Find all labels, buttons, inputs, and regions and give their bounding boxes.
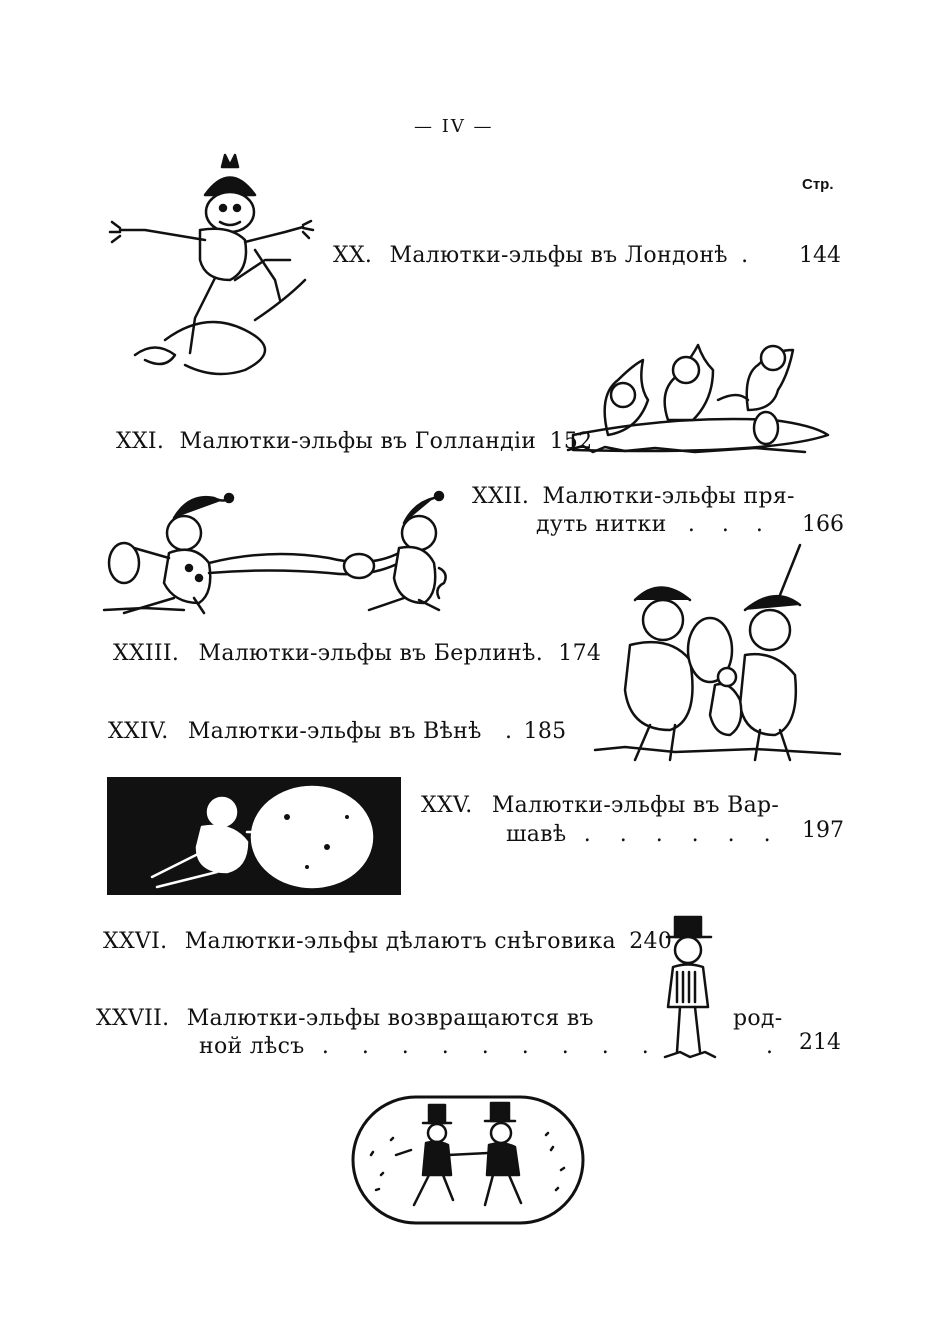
toc-entry-xxvii-continued xyxy=(199,1034,662,1060)
toc-numeral: XXIII. xyxy=(113,641,180,666)
toc-page-xxv: 197 xyxy=(802,818,844,843)
page-column-label: Стр. xyxy=(802,176,834,193)
toc-leader: . . . . . . . . . xyxy=(321,1034,662,1059)
toc-leader: . . . . . . xyxy=(583,822,782,847)
toc-title: Малютки-эльфы въ Вар- xyxy=(491,793,780,818)
toc-entry-xxv[interactable] xyxy=(421,793,779,819)
toc-entry-xxiv[interactable] xyxy=(108,719,566,745)
toc-numeral: XX. xyxy=(333,243,373,268)
elves-with-mirror-illustration xyxy=(595,545,840,775)
toc-numeral: XXIV. xyxy=(108,719,169,744)
skating-elf-illustration xyxy=(105,150,320,385)
toc-page-xxi: 152 xyxy=(549,429,593,454)
toc-leader: . . . xyxy=(687,512,773,537)
toc-page-xxiv: 185 xyxy=(523,719,567,744)
toc-entry-xx[interactable] xyxy=(333,243,748,269)
elf-pushing-snowball-illustration xyxy=(107,777,401,895)
toc-title: Малютки-эльфы пря- xyxy=(542,484,795,509)
toc-title-continued: шавѣ xyxy=(506,822,567,847)
toc-title: Малютки-эльфы въ Вѣнѣ xyxy=(187,719,482,744)
toc-leader: . xyxy=(741,243,749,268)
toc-page-xx: 144 xyxy=(799,243,841,268)
toc-page-xxvi: 240 xyxy=(629,929,673,954)
elves-spinning-thread-illustration xyxy=(104,488,462,613)
toc-entry-xxv-continued xyxy=(506,822,782,848)
elves-on-log-illustration xyxy=(568,340,830,465)
toc-title: Малютки-эльфы въ Берлинѣ. xyxy=(198,641,543,666)
toc-title: Малютки-эльфы въ Лондонѣ xyxy=(389,243,728,268)
toc-title-continued: дуть нитки xyxy=(536,512,667,537)
toc-page-xxiii: 174 xyxy=(558,641,602,666)
toc-title: Малютки-эльфы дѣлаютъ снѣговика xyxy=(184,929,616,954)
toc-entry-xxiii[interactable] xyxy=(113,641,601,667)
toc-numeral: XXV. xyxy=(421,793,473,818)
toc-leader: . xyxy=(504,719,513,744)
toc-numeral: XXI. xyxy=(116,429,165,454)
toc-entry-xxii-continued xyxy=(536,512,773,538)
toc-entry-xxvii[interactable] xyxy=(96,1006,594,1032)
toc-entry-xxvi[interactable] xyxy=(103,929,672,955)
toc-title: Малютки-эльфы возвращаются въ xyxy=(186,1006,594,1031)
toc-entry-xxii[interactable] xyxy=(472,484,795,510)
toc-numeral: XXVI. xyxy=(103,929,168,954)
page-number-header: — IV — xyxy=(414,116,494,137)
toc-page-xxii: 166 xyxy=(802,512,844,537)
toc-page-xxvii: 214 xyxy=(799,1030,841,1055)
toc-title-end: род- xyxy=(733,1006,783,1031)
elf-in-top-hat-illustration xyxy=(655,912,725,1072)
toc-leader-end: . xyxy=(766,1034,774,1059)
toc-numeral: XXII. xyxy=(472,484,530,509)
toc-entry-xxi[interactable] xyxy=(116,429,592,455)
toc-title: Малютки-эльфы въ Голландіи xyxy=(179,429,537,454)
dancing-elves-vignette-illustration xyxy=(351,1095,585,1225)
toc-title-continued: ной лѣсъ xyxy=(199,1034,305,1059)
toc-numeral: XXVII. xyxy=(96,1006,170,1031)
